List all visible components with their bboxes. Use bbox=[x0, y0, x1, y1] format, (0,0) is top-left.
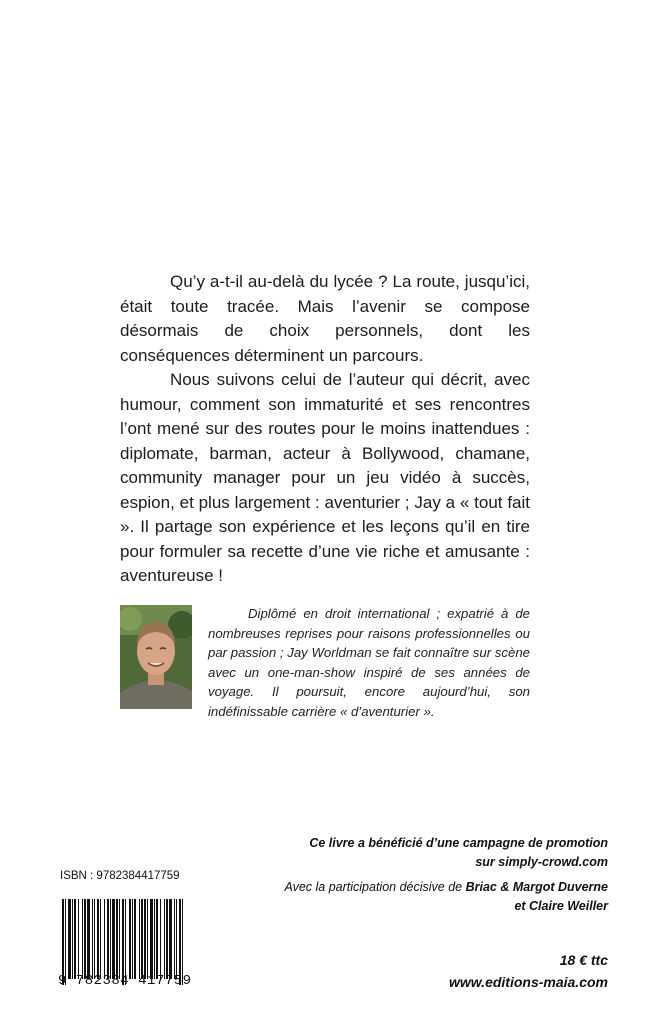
barcode-bar bbox=[174, 899, 175, 979]
barcode-bar bbox=[154, 899, 155, 979]
barcode-bar bbox=[104, 899, 105, 979]
blurb-paragraph-2: Nous suivons celui de l’auteur qui décrit, avec humour, comment son immaturité et ses rencontres l’ont mené sur des routes pour le moins inattendues : diplomate, barman, acteur à Bollywood, chamane, community manager pour un jeu vidéo à succès, espion, et plus largement : aventurier ; Jay a « tout fait ». Il partage son expérience et les leçons qu’il en tire pour formuler sa recette d’une vie riche et amusante : aventureuse ! bbox=[120, 370, 530, 585]
barcode-bar bbox=[166, 899, 168, 979]
barcode-bar bbox=[129, 899, 131, 979]
partner-credit bbox=[268, 878, 608, 916]
price: 18 € ttc bbox=[559, 952, 608, 968]
author-photo bbox=[120, 605, 192, 709]
barcode-bar bbox=[134, 899, 136, 979]
barcode-bar bbox=[116, 899, 118, 979]
author-bio-text: Diplômé en droit international ; expatrié à de nombreuses reprises pour raisons professionnelles ou par passion ; Jay Worldman se fait connaître sur scène avec un one-man-show inspiré de ses années de voyage. Il poursuit, encore aujourd’hui, son indéfinissable carrière « d’aventurier ». bbox=[208, 606, 530, 719]
barcode-bar bbox=[97, 899, 99, 979]
barcode-bar bbox=[169, 899, 172, 979]
barcode-bar bbox=[74, 899, 76, 979]
barcode-bar bbox=[160, 899, 161, 979]
blurb-paragraph-1: Qu’y a-t-il au-delà du lycée ? La route, jusqu’ici, était toute tracée. Mais l’avenir se compose désormais de choix personnels, dont les conséquences déterminent un parcours. bbox=[120, 272, 530, 365]
barcode-bar bbox=[84, 899, 86, 979]
barcode-bar bbox=[107, 899, 109, 979]
barcode-bar bbox=[156, 899, 158, 979]
partner-names-2: et Claire Weiller bbox=[514, 899, 608, 913]
barcode-bar bbox=[132, 899, 133, 979]
barcode-bar bbox=[94, 899, 95, 979]
barcode-bar bbox=[68, 899, 71, 979]
back-cover-blurb bbox=[120, 270, 530, 589]
barcode-bar bbox=[100, 899, 101, 979]
author-bio bbox=[208, 604, 530, 721]
barcode-bar bbox=[147, 899, 148, 979]
promotion-note bbox=[278, 834, 608, 872]
publisher-website: www.editions-maia.com bbox=[449, 974, 608, 990]
barcode-bar bbox=[112, 899, 115, 979]
promotion-line-1: Ce livre a bénéficié d’une campagne de promotion bbox=[309, 836, 608, 850]
barcode-bar bbox=[78, 899, 79, 979]
barcode-bar bbox=[119, 899, 120, 979]
partner-prefix: Avec la participation décisive de bbox=[284, 880, 466, 894]
barcode-digits: 9 782384 417759 bbox=[58, 973, 192, 989]
barcode-bar bbox=[87, 899, 90, 979]
promotion-line-2: sur simply-crowd.com bbox=[475, 855, 608, 869]
barcode-bar bbox=[82, 899, 83, 979]
isbn-label: ISBN : 9782384417759 bbox=[60, 870, 180, 882]
barcode-bar bbox=[141, 899, 143, 979]
barcode-bar bbox=[92, 899, 93, 979]
barcode-bar bbox=[139, 899, 140, 979]
barcode-bar bbox=[144, 899, 146, 979]
partner-names-1: Briac & Margot Duverne bbox=[465, 880, 608, 894]
barcode-bar bbox=[72, 899, 73, 979]
barcode-bar bbox=[150, 899, 153, 979]
barcode-bar bbox=[164, 899, 165, 979]
barcode-bar bbox=[110, 899, 111, 979]
barcode-bar bbox=[176, 899, 177, 979]
